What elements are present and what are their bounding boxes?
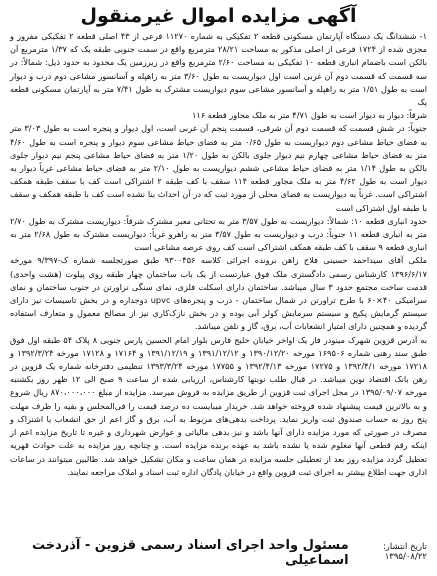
publication-date: تاریخ انتشار: ۱۳۹۵/۰۸/۲۲ [382,542,427,562]
notice-paragraph-east: شرقاً: دیوار به دیوار است به طول ۴/۷۱ متر به ملک مجاور قطعه ۱۱۶ [191,110,427,121]
notice-footer [10,538,427,568]
notice-paragraph-storage: حدود انباری قطعه ۱۰: شمالاً: دیواریست به طول ۳/۵۷ متر به تحتانی معبر مشترک شرقاً: دیواریست مشترک به طول ۲/۷۰ متر به انباری قطعه ۱۱ جنوباً: درب و دیواریست به طول ۳/۵۷ متر به راهرو غرباً: دیواریست مشترک به طول ۲/۶۸ متر به انباری قطعه ۹ سقف با کف طبقه همکف اشتراکی است کف روی عرصه مشاعی است [10,215,427,253]
signature-line: مسئول واحد اجرای اسناد رسمی قزوین - آذردخت اسماعیلی [31,538,349,568]
notice-paragraph-auction-terms: به آدرس قزوین شهرک مینودر فاز یک اواخر خیابان خلیج فارس بلوار امام الحسین پارس جنوبی ۸ پلاک ۵۴ طبقه اول فوق طبق سند رهنی شماره ۱۶۹۵۰۶ مورخه ۱۳۹۰/۱۲/۲۰ و ۱۳۹۱/۱۲/۱۲ و ۱۳۹۱/۱۲/۱۹ و ۱۷۱۶۴ و ۱۷۱۲۸ مورخه ۱۳۹۲/۳/۲۴ و ۱۷۲۱۸ مورخه ۱۳۹۲/۴/۱ و ۱۷۲۷۵ مورخه ۱۳۹۲/۴/۱۳ و ۱۷۷۵۵ مورخه ۱۳۹۳/۳/۲۴ تنظیمی دفترخانه شماره یک قزوین در رهن بانک اقتصاد نوین میباشد. در قبال طلب نوبتها کارشناس، ارزیابی شده از ساعت ۹ صبح الی ۱۲ ظهر روز یکشنبه مورخه ۱۳۹۵/۰۹/۰۷ در محل اجرای ثبت قزوین از طریق مزایده به فروش میرسد. مزایده از مبلغ ۸۷۰،۰۰۰،۰۰۰ ریال شروع و به بالاترین قیمت پیشنهاد شده فروخته خواهد شد. خریدار میبایست ده درصد قیمت را فی‌المجلس و بقیه را ظرف مهلت پنج روز به حساب صندوق ثبت واریز نماید. پرداخت بدهی‌های مربوط به آب، برق و گاز اعم از حق انشعاب یا اشتراک و مصرف در صورتی که مورد مزایده دارای آنها باشد و نیز بدهی مالیاتی و عوارض شهرداری و غیره تا تاریخ مزایده اعم از اینکه رقم قطعی آنها معلوم شده یا نشده باشد به عهده برنده مزایده است. و چنانچه روز مزایده به علت حوادث قهریه تعطیل گردد مزایده روز بعد از تعطیلی جلسه مزایده در همان ساعت و مکان تشکیل خواهد شد. طالبین میتوانند در ساعات اداری جهت اطلاع بیشتر به اجرای ثبت قزوین واقع در خیابان پادگان اداره ثبت اسناد و املاک مراجعه نمایند. [10,334,428,477]
notice-paragraph-description: ملکی آقای سیداحمد حسینی فلاح زاهن برونده اجرائی کلاسه ۹۳۰۰۴۵۶ طبق صورتجلسه شماره ک-۹/۳۹۷ مورخه ۱۳۹۶/۶/۱۷ کارشناس رسمی دادگستری ملک فوق عبارتست از یک باب ساختمان چهار طبقه روی پیلوت (هشت واحدی) قدمت ساخت مجتمع حدود ۳ سال میباشد. ساختمان دارای اسکلت فلزی، نمای سنگی تراورتن در جنوب ساختمان و نمای سرامیکی ۴۰×۶۰ با طرح تراورتن در شمال ساختمان - درب و پنجره‌های upvc دوجداره و در بخش تاسیسات نیز دارای سیستم گرمایش پکیج و سیستم سرمایش کولر آبی بوده و در بخش نازک‌کاری نیز از مصالح معمول و متعارف استفاده گردیده و همچنین دارای امتیاز انشعابات آب، برق، گاز و تلفن میباشد. [10,255,428,332]
notice-body [10,30,427,479]
notice-paragraph-south: جنوباً: در شش قسمت که قسمت دوم آن شرقی، قسمت پنجم آن غربی است، اول دیوار و پنجره است به طول ۳/۰۳ متر به فضای حیاط مشاعی دوم دیواریست به طول ۰/۶۵ متر به فضای حیاط مشاعی سوم دیوار و پنجره است به طول ۴/۶۰ متر به فضای حیاط مشاعی چهارم نیم دیوار جلوی بالکن به طول ۱/۲۰ متر به فضای حیاط مشاعی پنجم نیم دیوار جلوی بالکن به طول ۱/۱۴ متر به فضای حیاط مشاعی ششم دیواریست به طول ۲/۱۰ متر به فضای حیاط مشاعی غرباً دیوار به دیوار است به طول ۴/۶۲ متر به ملک مجاور قطعه ۱۱۴ سقف با کف طبقه ۲ اشتراکی است کف با سقف طبقه همکف اشتراکی است. غرباً به دیواریست به فضای محلی از مورد ثبت که در آن احداث بنا نشده است کف با طبقه همکف و سقف با طبقه اول اشتراکی است [10,123,427,213]
notice-title: آگهی مزایده اموال غیرمنقول [80,5,357,27]
notice-paragraph-property: ۱- ششدانگ یک دستگاه آپارتمان مسکونی قطعه ۲ تفکیکی به شماره ۱۱۲۷۰ فرعی از ۴۳ اصلی قطعه ۲ تفکیکی مفروز و مجزی شده از ۱۷۲۴ فرعی از اصلی مذکور به مساحت ۲۸/۲۱ مترمربع واقع در سمت جنوبی طبقه یک که ۱/۳۷ مترمربع آن بالکن است باضمام انباری قطعه ۱۰ تفکیکی به مساحت ۲/۶۰ مترمربع واقع در زیرزمین یک محدود به حدود ذیل: شمالاً: در سه قسمت که قسمت دوم آن غربی است اول دیواریست به طول ۳/۶۰ متر به راهپله و آسانسور مشاعی دوم درب و دیوار است به طول ۱/۵۱ متر به راهپله و آسانسور مشاعی سوم دیواریست مشترک به طول ۷/۴۱ متر به آپارتمان مسکونی قطعه یک [10,31,427,108]
